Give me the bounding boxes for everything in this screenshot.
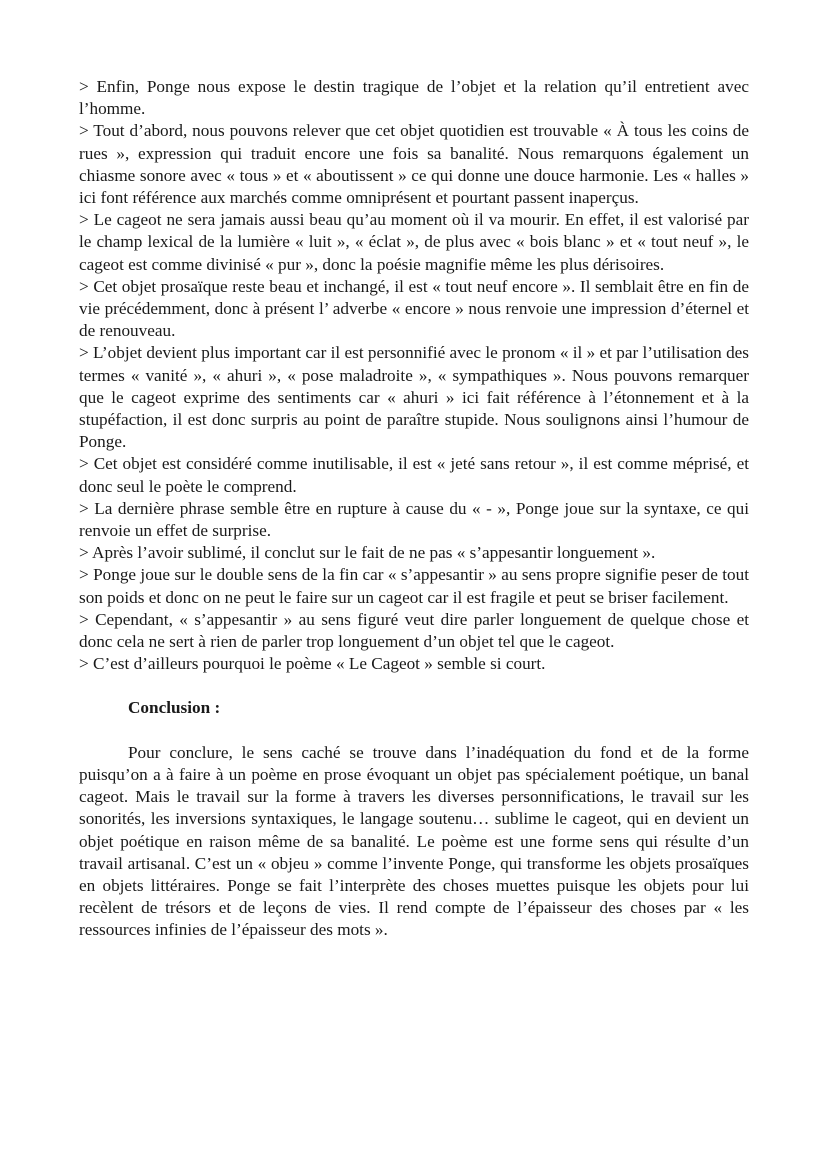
conclusion-text: Pour conclure, le sens caché se trouve dans l’inadéquation du fond et de la forme puisqu’on a à faire à un poème en prose évoquant un objet pas spécialement poétique, un banal cageot. Mais le travail sur la forme à travers les diverses personnifications, le travail sur les sonorités, les inversions syntaxiques, le langage soutenu… sublime le cageot, qui en devient un objet poétique en raison même de sa banalité. Le poème est une forme sens qui résulte d’un travail artisanal. C’est un « objeu » comme l’invente Ponge, qui transforme les objets prosaïques en objets littéraires. Ponge se fait l’interprète des choses muettes puisque les objets pour lui recèlent de trésors et de leçons de vies. Il rend compte de l’épaisseur des choses par « les ressources infinies de l’épaisseur des mots ».	[79, 742, 749, 940]
analysis-point: > Le cageot ne sera jamais aussi beau qu’au moment où il va mourir. En effet, il est valorisé par le champ lexical de la lumière « luit », « éclat », de plus avec « bois blanc » et « tout neuf », le cageot est comme divinisé « pur », donc la poésie magnifie même les plus dérisoires.	[79, 210, 749, 274]
analysis-point: > Ponge joue sur le double sens de la fin car « s’appesantir » au sens propre signifie peser de tout son poids et donc on ne peut le faire sur un cageot car il est fragile et peut se briser facilement.	[79, 565, 749, 607]
analysis-point: > L’objet devient plus important car il est personnifié avec le pronom « il » et par l’utilisation des termes « vanité », « ahuri », « pose maladroite », « sympathiques ». Nous pouvons remarquer que le cageot exprime des sentiments car « ahuri » ici fait référence à l’étonnement et à la stupéfaction, il est donc surpris au point de paraître stupide. Nous soulignons ainsi l’humour de Ponge.	[79, 343, 749, 452]
analysis-point: > La dernière phrase semble être en rupture à cause du « - », Ponge joue sur la syntaxe, ce qui renvoie un effet de surprise.	[79, 498, 749, 541]
analysis-point: > C’est d’ailleurs pourquoi le poème « Le Cageot » semble si court.	[79, 654, 546, 674]
analysis-points	[79, 76, 749, 675]
analysis-point: > Enfin, Ponge nous expose le destin tragique de l’objet et la relation qu’il entretient avec l’homme.	[79, 77, 749, 119]
analysis-point: > Cet objet est considéré comme inutilisable, il est « jeté sans retour », il est comme méprisé, et donc seul le poète le comprend.	[79, 454, 749, 496]
conclusion-heading: Conclusion :	[128, 698, 221, 718]
analysis-point: > Après l’avoir sublimé, il conclut sur le fait de ne pas « s’appesantir longuement ».	[79, 543, 656, 563]
document-page	[79, 76, 749, 942]
analysis-point: > Tout d’abord, nous pouvons relever que cet objet quotidien est trouvable « À tous les coins de rues », expression qui traduit encore une fois sa banalité. Nous remarquons également un chiasme sonore avec « tous » et « aboutissent » ce qui donne une douce harmonie. Les « halles » ici font référence aux marchés comme omniprésent et pourtant passent inaperçus.	[79, 121, 749, 208]
analysis-point: > Cet objet prosaïque reste beau et inchangé, il est « tout neuf encore ». Il semblait être en fin de vie précédemment, donc à présent l’ adverbe « encore » nous renvoie une impression d’éternel et de renouveau.	[79, 276, 749, 341]
analysis-point: > Cependant, « s’appesantir » au sens figuré veut dire parler longuement de quelque chose et donc cela ne sert à rien de parler trop longuement d’un objet tel que le cageot.	[79, 609, 749, 652]
